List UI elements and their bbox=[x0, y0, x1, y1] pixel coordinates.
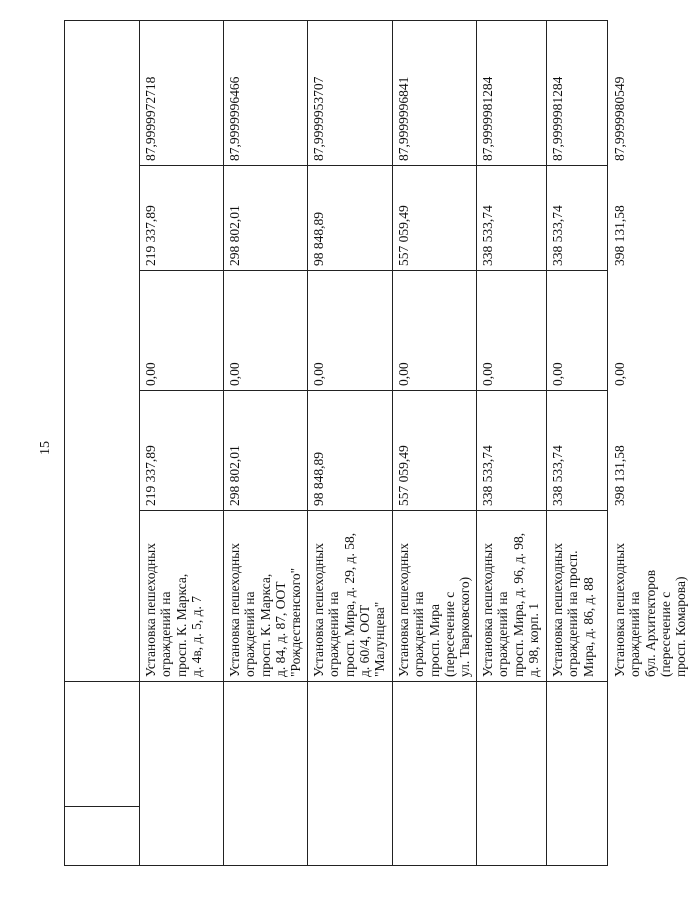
cell-amount-2: 0,00 bbox=[396, 362, 411, 386]
cell-amount-1: 557 059,49 bbox=[396, 445, 411, 506]
cell-amount-3: 557 059,49 bbox=[396, 205, 411, 266]
table-border-left bbox=[64, 20, 65, 866]
table-row bbox=[546, 20, 608, 866]
cell-description: Установка пешеходных ограждений на просп. К. Маркса, д. 84, д. 87, ООТ "Рождественского" bbox=[227, 543, 304, 677]
page-number: 15 bbox=[38, 441, 53, 455]
table-row bbox=[476, 20, 546, 866]
cell-amount-1: 338 533,74 bbox=[550, 445, 565, 506]
cell-amount-2: 0,00 bbox=[143, 362, 158, 386]
cell-percent: 87,9999972718 bbox=[143, 76, 158, 161]
cell-description: Установка пешеходных ограждений на просп. Мира, д. 86, д. 88 bbox=[550, 543, 596, 677]
table-row bbox=[392, 20, 476, 866]
cell-amount-1: 98 848,89 bbox=[311, 452, 326, 506]
table-row bbox=[139, 20, 223, 866]
cell-amount-1: 398 131,58 bbox=[612, 445, 627, 506]
cell-percent: 87,9999981284 bbox=[550, 76, 565, 161]
cell-amount-1: 298 802,01 bbox=[227, 445, 242, 506]
rotated-data-table bbox=[64, 20, 688, 866]
cell-amount-3: 338 533,74 bbox=[550, 205, 565, 266]
cell-percent: 87,9999996841 bbox=[396, 76, 411, 161]
cell-amount-2: 0,00 bbox=[612, 362, 627, 386]
header-divider bbox=[64, 806, 139, 807]
cell-percent: 87,9999981284 bbox=[480, 76, 495, 161]
cell-description: Установка пешеходных ограждений на просп. Мира, д. 96, д. 98, д. 98, корп. 1 bbox=[480, 532, 541, 677]
cell-percent: 87,9999980549 bbox=[612, 76, 627, 161]
table-row bbox=[307, 20, 392, 866]
cell-amount-3: 398 131,58 bbox=[612, 205, 627, 266]
cell-description: Установка пешеходных ограждений на бул. Архитекторов (пересечение с просп. Комарова) bbox=[612, 543, 688, 677]
cell-amount-2: 0,00 bbox=[480, 362, 495, 386]
cell-amount-3: 338 533,74 bbox=[480, 205, 495, 266]
cell-amount-2: 0,00 bbox=[550, 362, 565, 386]
cell-description: Установка пешеходных ограждений на просп. Мира, д. 29, д. 58, д. 60/4, ООТ "Малунцева" bbox=[311, 532, 388, 677]
cell-amount-1: 219 337,89 bbox=[143, 445, 158, 506]
cell-percent: 87,9999996466 bbox=[227, 76, 242, 161]
table-row bbox=[223, 20, 307, 866]
cell-amount-3: 219 337,89 bbox=[143, 205, 158, 266]
cell-description: Установка пешеходных ограждений на просп. К. Маркса, д. 4в, д. 5, д. 7 bbox=[143, 543, 204, 677]
cell-percent: 87,9999953707 bbox=[311, 76, 326, 161]
cell-amount-3: 98 848,89 bbox=[311, 212, 326, 266]
cell-amount-1: 338 533,74 bbox=[480, 445, 495, 506]
cell-amount-3: 298 802,01 bbox=[227, 205, 242, 266]
cell-amount-2: 0,00 bbox=[227, 362, 242, 386]
cell-description: Установка пешеходных ограждений на просп. Мира (пересечение с ул. Тварковского) bbox=[396, 543, 473, 677]
cell-amount-2: 0,00 bbox=[311, 362, 326, 386]
